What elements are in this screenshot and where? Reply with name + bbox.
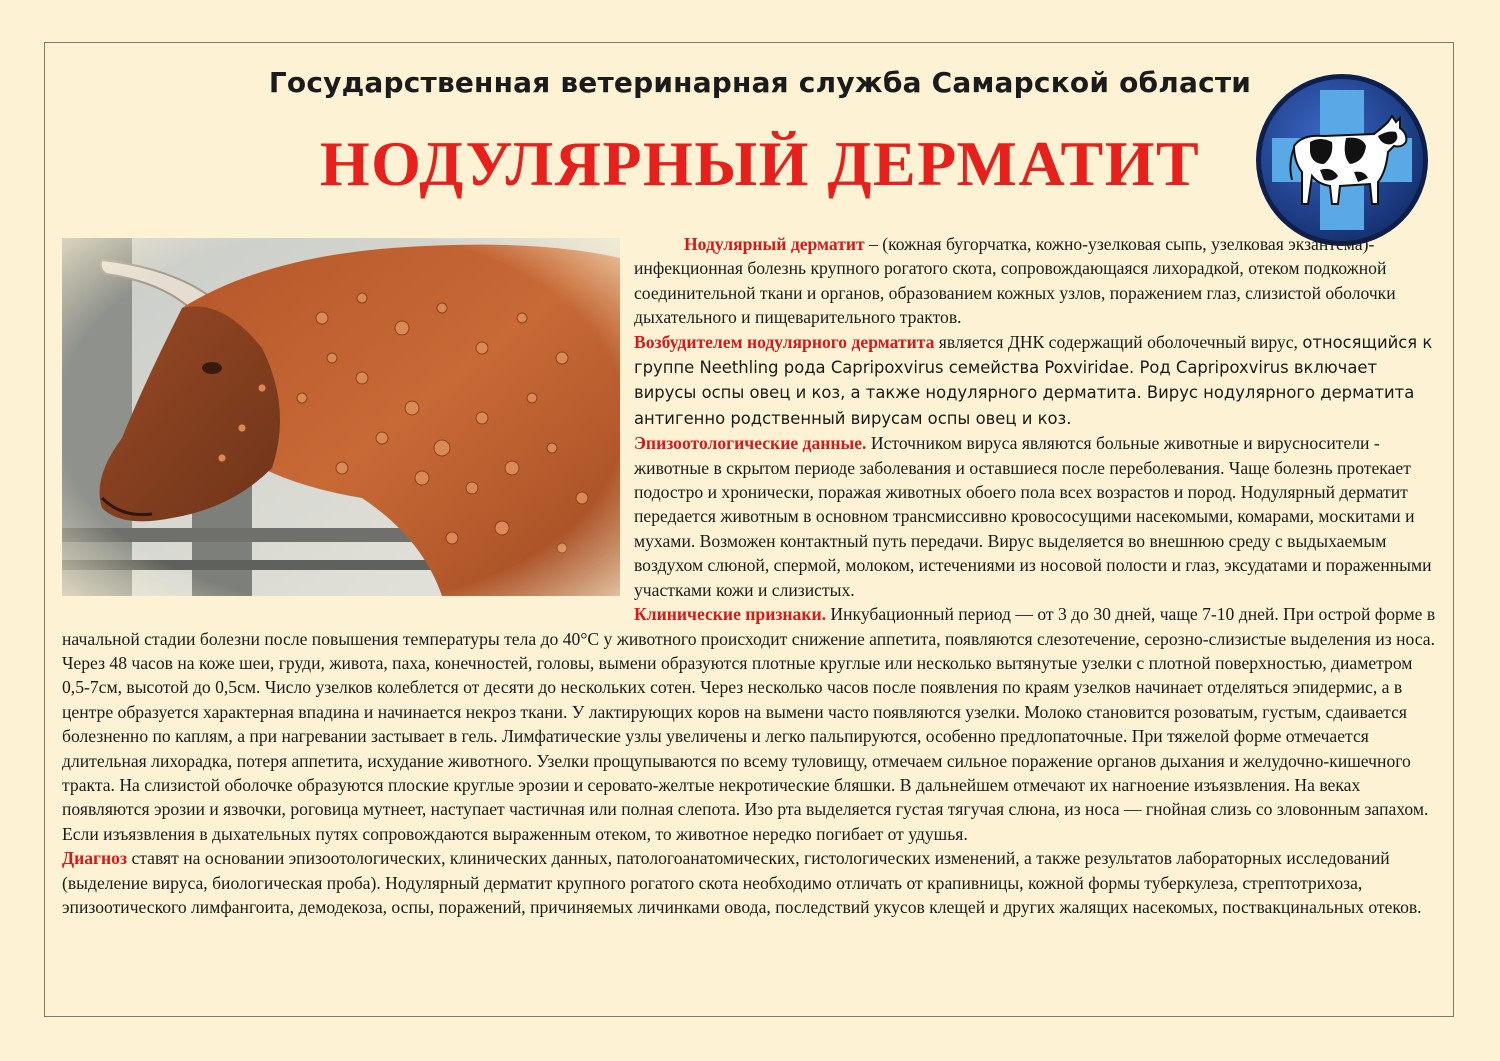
epizootology-term: Эпизоотологические данные. — [634, 433, 867, 454]
article-body — [62, 232, 1442, 919]
clinical-term: Клинические признаки. — [634, 604, 827, 625]
epizootology-text: Источником вируса являются больные животные и вирусносители - животные в скрытом периоде заболевания и оставшиеся после переболевания. Чаще болезнь протекает подостро и хронически, поражая животных обоего пола всех возрастов и пород. Нодулярный дерматит передается животным в основном трансмиссивно кровососущими насекомыми, комарами, москитами и мухами. Возможен контактный путь передачи. Вирус выделяется во внешнюю среду с выдыхаемым воздухом слюной, спермой, молоком, истечениями из носовой полости и глаз, эксудатами и пораженными участками кожи и слизистых. — [634, 433, 1432, 600]
definition-text: – (кожная бугорчатка, кожно-узелковая сыпь, узелковая экзантема)-инфекционная болезнь крупного рогатого скота, сопровождающаяся лихорадкой, отеком подкожной соединительной ткани и органов, образованием кожных узлов, поражением глаз, слизистой оболочки дыхательного и пищеварительного трактов. — [634, 234, 1396, 328]
clinical-text: Инкубационный период — от 3 до 30 дней, чаще 7-10 дней. При острой форме в начальной стадии болезни после повышения температуры тела до 40°С у животного происходит снижение аппетита, появляются слезотечение, серозно-слизистые выделения из носа. Через 48 часов на коже шеи, груди, живота, паха, конечностей, головы, вымени образуются плотные круглые или несколько вытянутые узелки с плотной поверхностью, диаметром 0,5-7см, высотой до 0,5см. Число узелков колеблется от десяти до нескольких сотен. Через несколько часов после появления по краям узелков начинает отделяться эпидермис, а в центре образуется характерная впадина и начинается некроз ткани. У лактирующих коров на вымени часто появляются узелки. Молоко становится розоватым, густым, сдаивается болезненно по каплям, а при нагревании застывает в гель. Лимфатические узлы увеличены и легко пальпируются, особенно предлопаточные. При тяжелой форме отмечается длительная лихорадка, потеря аппетита, исхудание животного. Узелки прощупываются по всему туловищу, отмечаем сильное поражение органов дыхания и желудочно-кишечного тракта. На слизистой оболочке образуются плоские круглые эрозии и серовато-желтые некротические бляшки. В дальнейшем отмечают их нагноение изъязвления. На веках появляются эрозии и язвочки, роговица мутнеет, наступает частичная или полная слепота. Изо рта выделяется густая тягучая слюна, из носа — гнойная слизь со зловонным запахом. Если изъязвления в дыхательных путях сопровождаются выраженным отеком, то животное нередко погибает от удушья. — [62, 604, 1436, 844]
agency-heading: Государственная ветеринарная служба Самарской области — [268, 66, 1252, 99]
poster-title: НОДУЛЯРНЫЙ ДЕРМАТИТ — [319, 128, 1201, 199]
pathogen-term: Возбудителем нодулярного дерматита — [634, 331, 935, 352]
pathogen-text-sans: относящийся к группе Neethling рода Capripoxvirus семейства Poxviridae. Род Capripoxvirus включает вирусы оспы овец и коз, а также нодулярного дерматита. Вирус нодулярного дерматита антигенно родственный вирусам оспы овец и коз. — [634, 332, 1433, 428]
diagnosis-paragraph — [62, 846, 1442, 919]
veterinary-cross-cow-icon — [1254, 72, 1430, 248]
clinical-paragraph — [62, 602, 1442, 846]
pathogen-text-serif: является ДНК содержащий оболочечный вирус, — [934, 331, 1303, 352]
diagnosis-text: ставят на основании эпизоотологических, клинических данных, патологоанатомических, гистологических изменений, а также результатов лабораторных исследований (выделение вируса, биологическая проба). Нодулярный дерматит крупного рогатого скота необходимо отличать от крапивницы, кожной формы туберкулеза, стрептотрихоза, эпизоотического лимфангоита, демодекоза, оспы, поражений, причиняемых личинками овода, последствий укусов клещей и других жалящих насекомых, поствакцинальных отеков. — [62, 848, 1422, 917]
diagnosis-term: Диагноз — [62, 848, 128, 869]
definition-term: Нодулярный дерматит — [684, 234, 865, 254]
